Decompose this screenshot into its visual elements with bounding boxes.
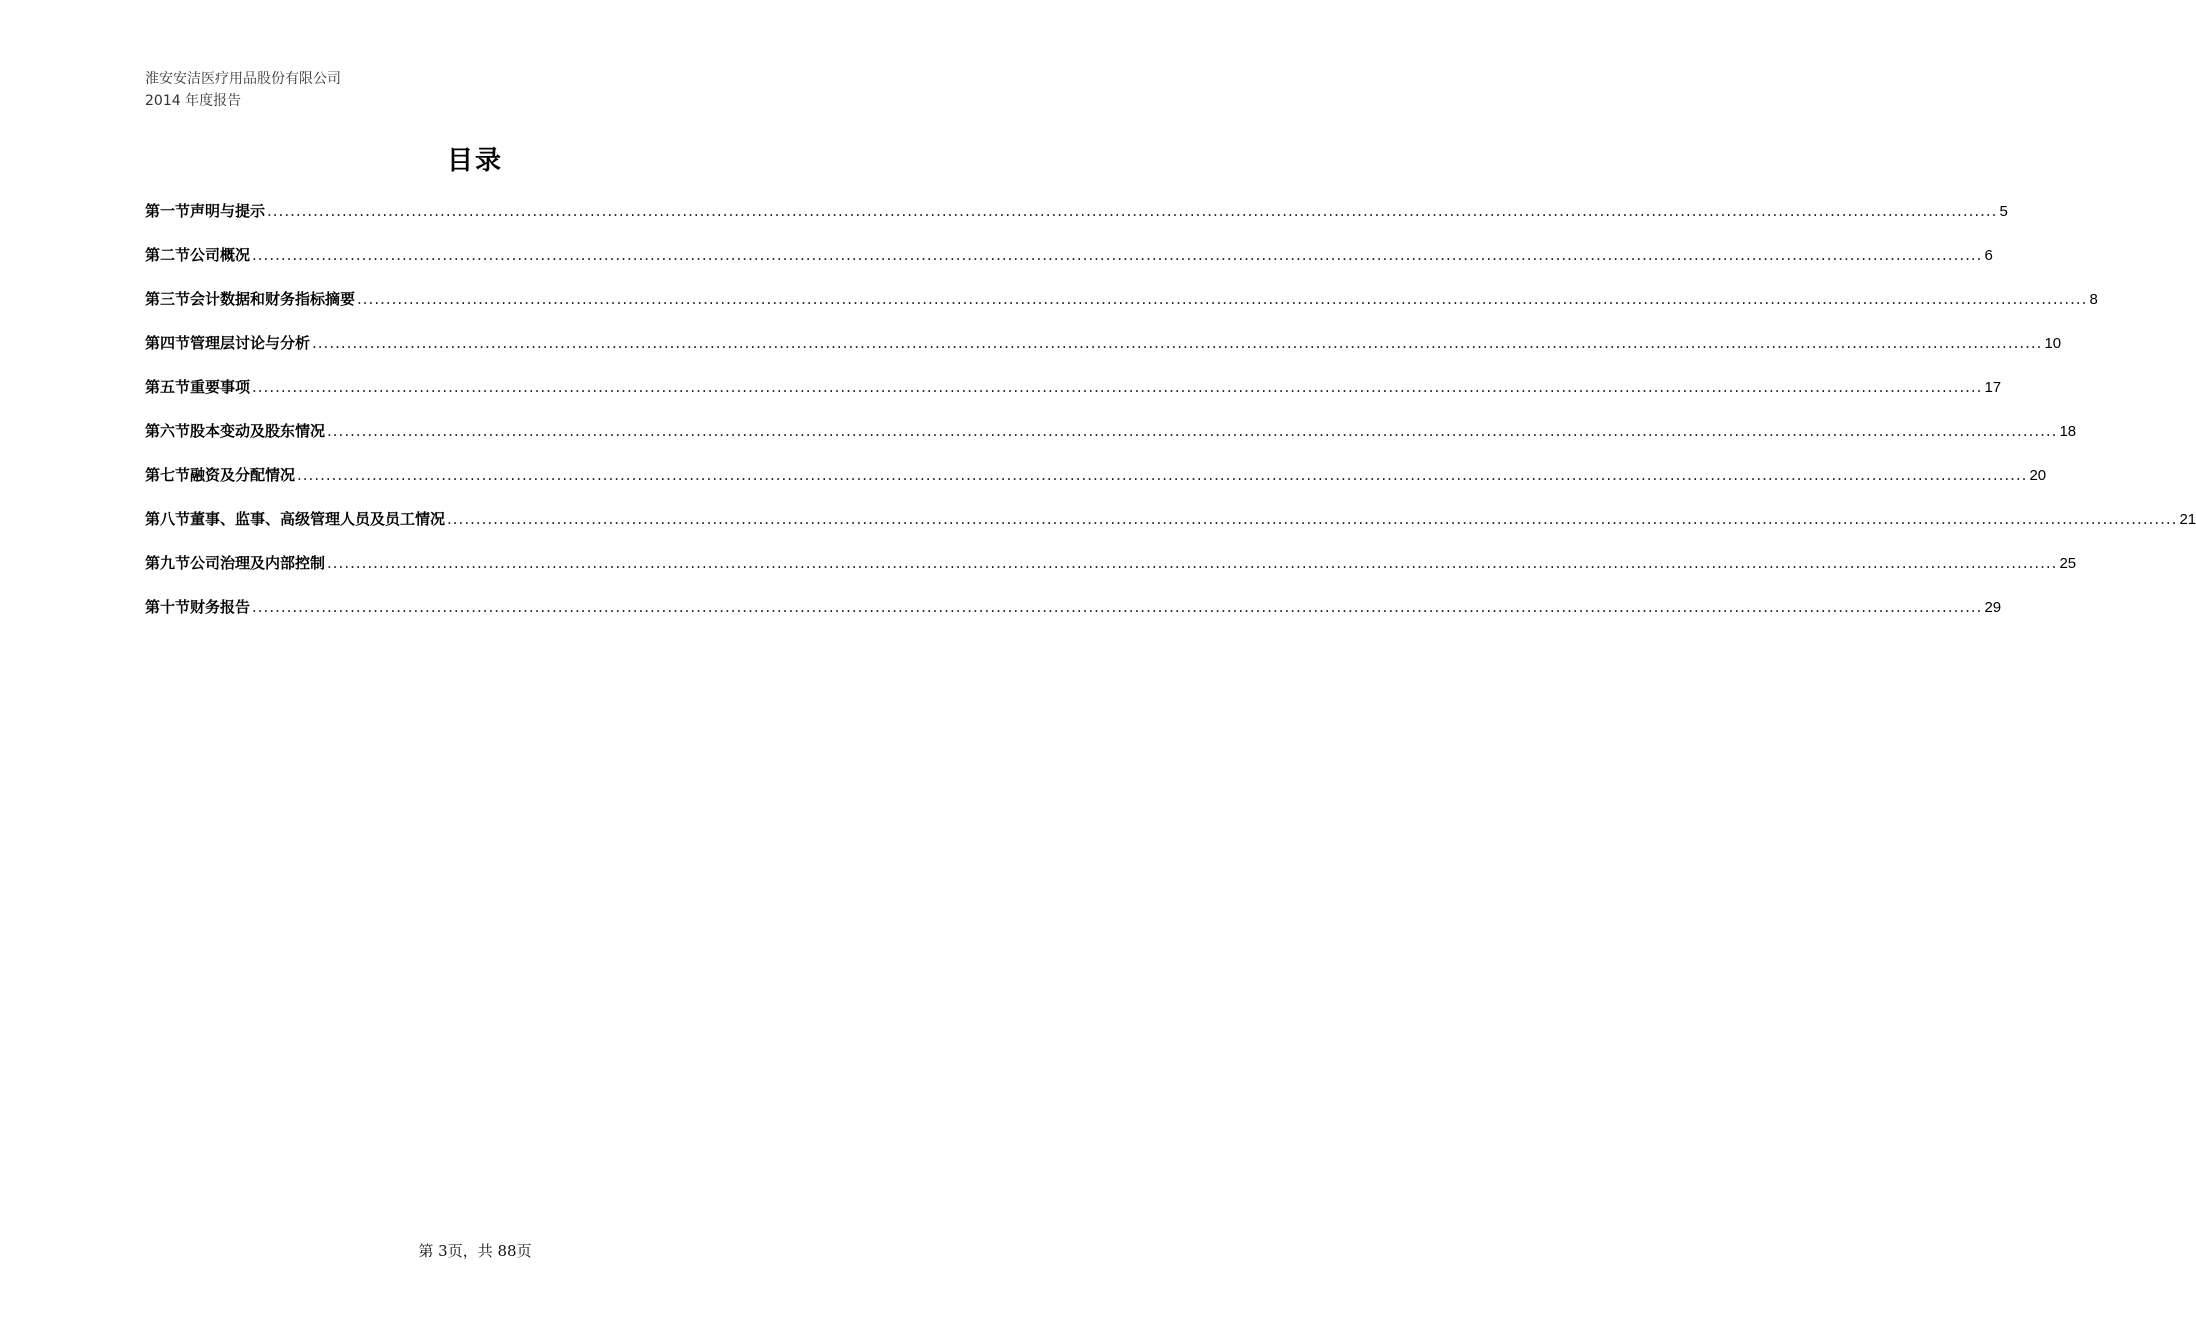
toc-leader-dots: ............................................................................................................................................................................................................................................................................................................: [297, 466, 2028, 484]
toc-entry-page: 17: [1984, 379, 2002, 396]
toc-entry-page: 20: [2029, 467, 2047, 484]
toc-entry-1[interactable]: [145, 200, 2008, 244]
toc-entry-label: 第五节重要事项: [145, 378, 251, 396]
toc-entry-page: 18: [2059, 423, 2077, 440]
page-title: 目录: [446, 146, 503, 176]
page-footer: 第 3页，共 88页: [418, 1242, 532, 1260]
toc-entry-9[interactable]: [145, 552, 2077, 596]
toc-leader-dots: ............................................................................................................................................................................................................................................................................................................: [312, 334, 2043, 352]
toc-entry-label: 第十节财务报告: [145, 598, 251, 616]
toc-entry-4[interactable]: [145, 332, 2062, 376]
toc-leader-dots: ............................................................................................................................................................................................................................................................................................................: [252, 378, 1983, 396]
toc-entry-page: 29: [1984, 599, 2002, 616]
toc-entry-label: 第六节股本变动及股东情况: [145, 422, 326, 440]
toc-leader-dots: ............................................................................................................................................................................................................................................................................................................: [327, 554, 2058, 572]
toc-entry-label: 第三节会计数据和财务指标摘要: [145, 290, 356, 308]
toc-leader-dots: ............................................................................................................................................................................................................................................................................................................: [252, 246, 1983, 264]
toc-entry-page: 25: [2059, 555, 2077, 572]
toc-entry-page: 8: [2089, 291, 2098, 308]
toc-leader-dots: ............................................................................................................................................................................................................................................................................................................: [357, 290, 2088, 308]
toc-leader-dots: ............................................................................................................................................................................................................................................................................................................: [252, 598, 1983, 616]
toc-entry-label: 第七节融资及分配情况: [145, 466, 296, 484]
table-of-contents: [145, 200, 2196, 640]
toc-entry-label: 第八节董事、监事、高级管理人员及员工情况: [145, 510, 446, 528]
report-name: 2014 年度报告: [145, 93, 242, 109]
toc-entry-8[interactable]: [145, 508, 2196, 552]
toc-leader-dots: ............................................................................................................................................................................................................................................................................................................: [327, 422, 2058, 440]
toc-entry-label: 第四节管理层讨论与分析: [145, 334, 311, 352]
toc-entry-page: 6: [1984, 247, 1993, 264]
toc-entry-label: 第一节声明与提示: [145, 202, 266, 220]
toc-entry-3[interactable]: [145, 288, 2098, 332]
toc-entry-page: 10: [2044, 335, 2062, 352]
company-name: 淮安安洁医疗用品股份有限公司: [145, 71, 341, 87]
toc-entry-label: 第二节公司概况: [145, 246, 251, 264]
toc-entry-page: 5: [1999, 203, 2008, 220]
page-header: [145, 68, 341, 112]
toc-entry-2[interactable]: [145, 244, 1993, 288]
toc-entry-label: 第九节公司治理及内部控制: [145, 554, 326, 572]
toc-leader-dots: ............................................................................................................................................................................................................................................................................................................: [447, 510, 2178, 528]
toc-leader-dots: ............................................................................................................................................................................................................................................................................................................: [267, 202, 1998, 220]
toc-entry-7[interactable]: [145, 464, 2047, 508]
toc-entry-page: 21: [2179, 511, 2196, 528]
toc-entry-5[interactable]: [145, 376, 2002, 420]
toc-entry-10[interactable]: [145, 596, 2002, 640]
toc-entry-6[interactable]: [145, 420, 2077, 464]
